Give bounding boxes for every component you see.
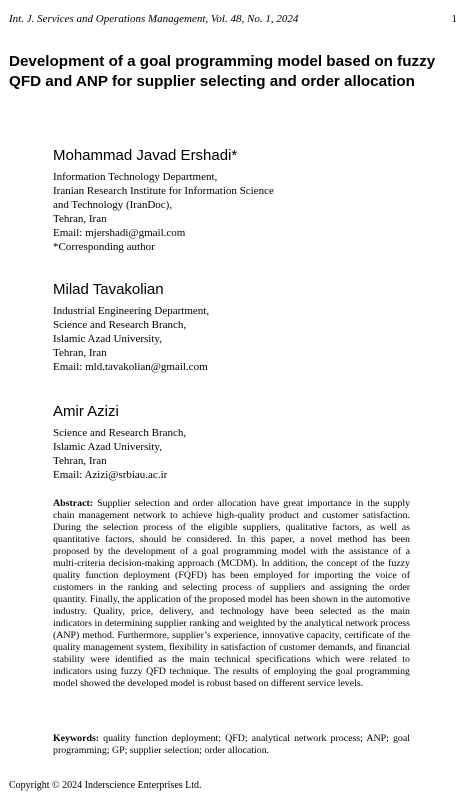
author-block-2 <box>53 281 453 374</box>
affiliation-line: Islamic Azad University, <box>53 441 162 453</box>
affiliation-line: Iranian Research Institute for Information Science <box>53 185 274 197</box>
keywords-text: quality function deployment; QFD; analytical network process; ANP; goal programming; GP; supplier selection; order allocation. <box>53 733 410 756</box>
affiliation-line: Science and Research Branch, <box>53 427 187 439</box>
paper-title: Development of a goal programming model based on fuzzy QFD and ANP for supplier selecting and order allocation <box>9 53 436 90</box>
abstract <box>53 498 410 690</box>
abstract-text: Supplier selection and order allocation have great importance in the supply chain management network to achieve high-quality product and customer satisfaction. During the selection process of the eligible suppliers, qualitative factors, as well as quantitative factors, should be considered. In this paper, a novel method has been proposed by the development of a goal programming model with the assistance of a multi-criteria decision-making approach (MCDM). In addition, the concept of the fuzzy quality function deployment (FQFD) has been employed for importing the voice of customers in the ranking and selecting process of suppliers and assigning the order quantity. Finally, the application of the proposed model has been shown in the automotive industry. Quality, price, delivery, and technology have been selected as the main indicators in determining supplier ranking and weighted by the analytical network process (ANP) method. Furthermore, supplier’s experience, innovative capacity, certificate of the quality management system, flexibility in satisfaction of customer demands, and financial stability were identified as the main technical specifications which were related to indicators using fuzzy QFD technique. The results of employing the goal programming model showed the developed model is robust based on different service levels. <box>53 498 411 689</box>
author-email: Email: mld.tavakolian@gmail.com <box>53 361 208 373</box>
page-number: 1 <box>451 13 457 25</box>
author-block-3 <box>53 403 453 482</box>
author-email: Email: Azizi@srbiau.ac.ir <box>53 469 168 481</box>
author-name: Milad Tavakolian <box>53 281 164 298</box>
keywords-label: Keywords: <box>53 733 100 744</box>
affiliation-line: Tehran, Iran <box>53 455 107 467</box>
author-email: Email: mjershadi@gmail.com <box>53 227 186 239</box>
affiliation-line: Information Technology Department, <box>53 171 218 183</box>
copyright-notice: Copyright © 2024 Inderscience Enterprises Ltd. <box>9 780 202 791</box>
affiliation-line: Tehran, Iran <box>53 347 107 359</box>
affiliation-line: and Technology (IranDoc), <box>53 199 173 211</box>
affiliation-line: Science and Research Branch, <box>53 319 187 331</box>
corresponding-author-note: *Corresponding author <box>53 241 155 253</box>
author-name: Amir Azizi <box>53 403 119 420</box>
affiliation-line: Tehran, Iran <box>53 213 107 225</box>
author-block-1 <box>53 147 453 254</box>
journal-citation: Int. J. Services and Operations Management, Vol. 48, No. 1, 2024 <box>9 13 299 25</box>
author-affiliation <box>53 170 453 254</box>
author-affiliation <box>53 426 453 482</box>
affiliation-line: Industrial Engineering Department, <box>53 305 210 317</box>
abstract-label: Abstract: <box>53 498 94 509</box>
affiliation-line: Islamic Azad University, <box>53 333 162 345</box>
author-name: Mohammad Javad Ershadi* <box>53 147 238 164</box>
keywords <box>53 733 410 757</box>
author-affiliation <box>53 304 453 374</box>
